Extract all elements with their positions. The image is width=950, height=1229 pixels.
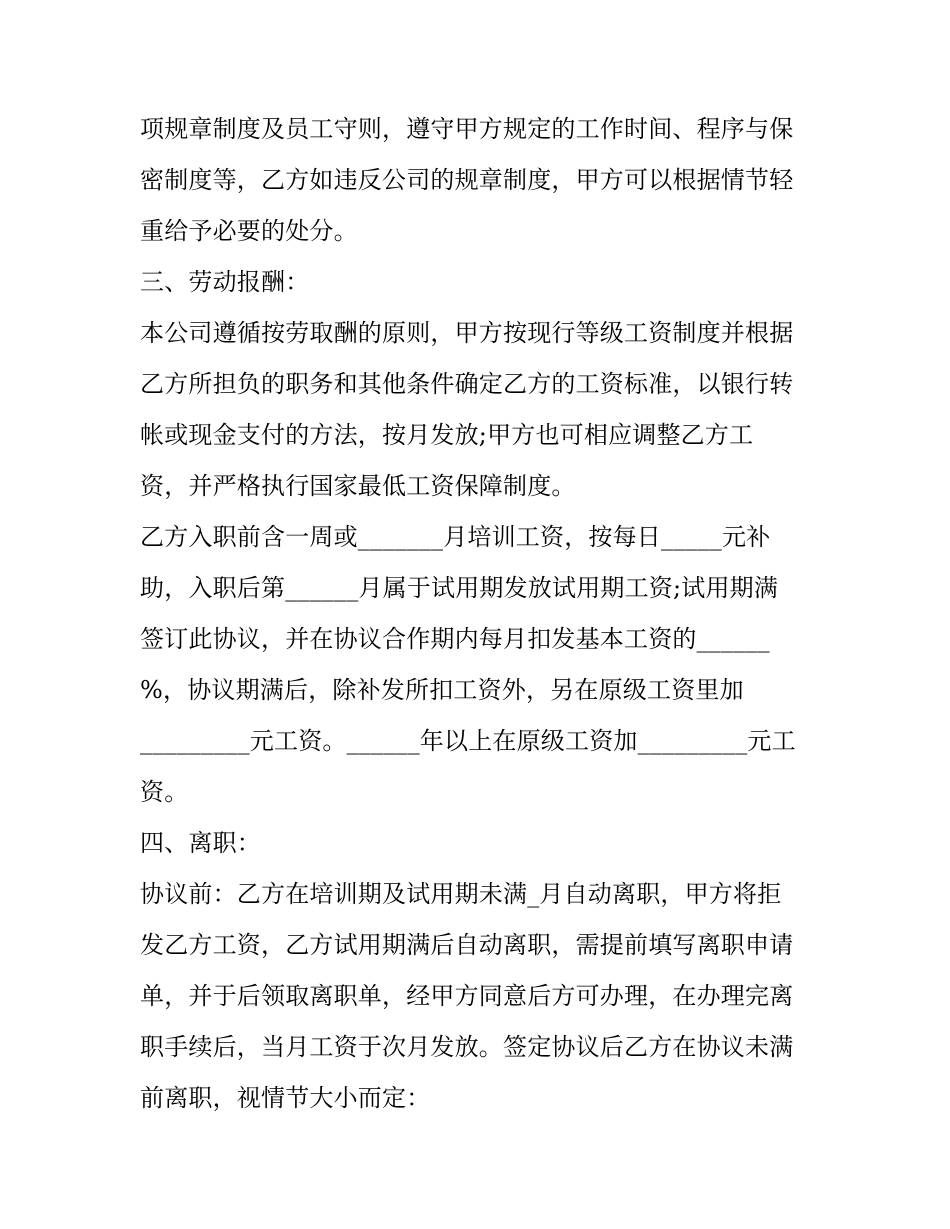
text-line-9: 乙方入职前含一周或_______月培训工资，按每日_____元补	[140, 523, 771, 551]
text-line-6: 乙方所担负的职务和其他条件确定乙方的工资标准，以银行转	[140, 370, 794, 398]
text-line-20: 前离职，视情节大小而定：	[140, 1084, 431, 1112]
text-line-14: 资。	[140, 778, 189, 806]
text-line-8: 资，并严格执行国家最低工资保障制度。	[140, 472, 576, 500]
text-line-10: 助，入职后第______月属于试用期发放试用期工资;试用期满	[140, 574, 779, 602]
text-line-12: %，协议期满后，除补发所扣工资外，另在原级工资里加	[140, 676, 744, 704]
text-line-3: 重给予必要的处分。	[140, 217, 358, 245]
text-line-13: _________元工资。______年以上在原级工资加_________元工	[140, 727, 796, 755]
section-heading-4: 四、离职：	[140, 829, 261, 857]
text-line-19: 职手续后，当月工资于次月发放。签定协议后乙方在协议未满	[140, 1033, 794, 1061]
text-line-2: 密制度等，乙方如违反公司的规章制度，甲方可以根据情节轻	[140, 166, 794, 194]
text-line-16: 协议前：乙方在培训期及试用期未满_月自动离职，甲方将拒	[140, 880, 782, 908]
text-line-18: 单，并于后领取离职单，经甲方同意后方可办理，在办理完离	[140, 982, 794, 1010]
text-line-17: 发乙方工资，乙方试用期满后自动离职，需提前填写离职申请	[140, 931, 794, 959]
text-line-5: 本公司遵循按劳取酬的原则，甲方按现行等级工资制度并根据	[140, 319, 794, 347]
text-line-11: 签订此协议，并在协议合作期内每月扣发基本工资的______	[140, 625, 770, 653]
section-heading-3: 三、劳动报酬：	[140, 268, 310, 296]
text-line-7: 帐或现金支付的方法，按月发放;甲方也可相应调整乙方工	[140, 421, 754, 449]
text-line-1: 项规章制度及员工守则，遵守甲方规定的工作时间、程序与保	[140, 115, 794, 143]
